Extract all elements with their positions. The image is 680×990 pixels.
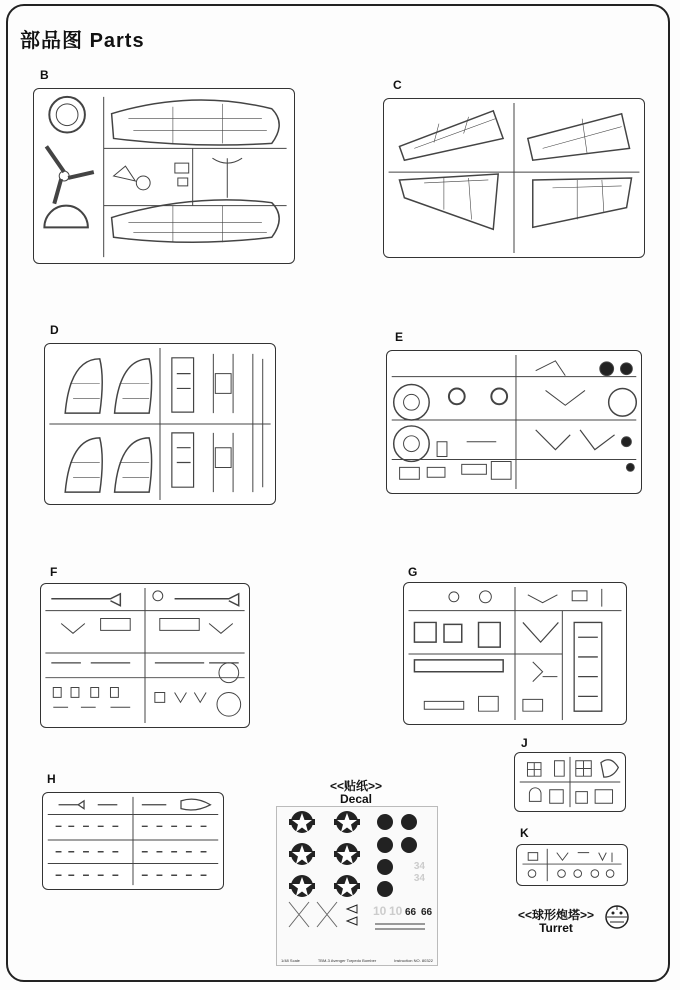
sprue-b-parts (34, 89, 294, 263)
sprue-d-parts (45, 344, 275, 504)
sprue-f-parts (41, 584, 249, 727)
sprue-d-label: D (50, 323, 59, 337)
sprue-c-label: C (393, 78, 402, 92)
sprue-e-label: E (395, 330, 404, 344)
decal-number: 10 (373, 904, 387, 918)
sprue-h (42, 792, 224, 890)
decal-insignia (277, 807, 437, 965)
decal-footer (281, 958, 433, 963)
turret-title-en: Turret (539, 921, 573, 935)
turret-title-cn: <<球形炮塔>> (517, 908, 595, 922)
turret-icon (604, 904, 630, 930)
sprue-e-parts (387, 351, 641, 493)
decal-number: 34 (413, 861, 425, 872)
decal-title-en: Decal (339, 792, 373, 806)
turret-caption (505, 909, 607, 935)
sprue-f (40, 583, 250, 728)
sprue-e (386, 350, 642, 494)
decal-caption (316, 780, 396, 806)
sprue-f-label: F (50, 565, 58, 579)
page-title-en: Parts (89, 30, 145, 52)
page-title (20, 24, 145, 53)
decal-number: 66 (421, 907, 433, 918)
sprue-g-parts (404, 583, 626, 724)
insignia-star (289, 811, 315, 833)
decal-scale: 1/48 Scale (281, 958, 300, 963)
decal-number: 66 (405, 907, 417, 918)
decal-number: 10 (389, 904, 403, 918)
sprue-k-label: K (520, 826, 529, 840)
sprue-c (383, 98, 645, 258)
sprue-j-parts (515, 753, 625, 811)
sprue-g-label: G (408, 565, 418, 579)
decal-kit-name: TBM-3 Avenger Torpedo Bomber (317, 958, 377, 963)
sprue-j (514, 752, 626, 812)
sprue-h-parts (43, 793, 223, 889)
sprue-b (33, 88, 295, 264)
sprue-b-label: B (40, 68, 49, 82)
decal-sheet (276, 806, 438, 966)
decal-title-cn: <<贴纸>> (329, 779, 383, 793)
decal-number: 34 (413, 873, 425, 884)
sprue-g (403, 582, 627, 725)
sprue-k (516, 844, 628, 886)
sprue-j-label: J (521, 736, 528, 750)
sprue-h-label: H (47, 772, 56, 786)
page-title-cn: 部品图 (20, 30, 83, 52)
sprue-k-parts (517, 845, 627, 885)
sprue-c-parts (384, 99, 644, 257)
decal-instruction-no: Instruction NO. 80322 (394, 958, 433, 963)
sprue-d (44, 343, 276, 505)
